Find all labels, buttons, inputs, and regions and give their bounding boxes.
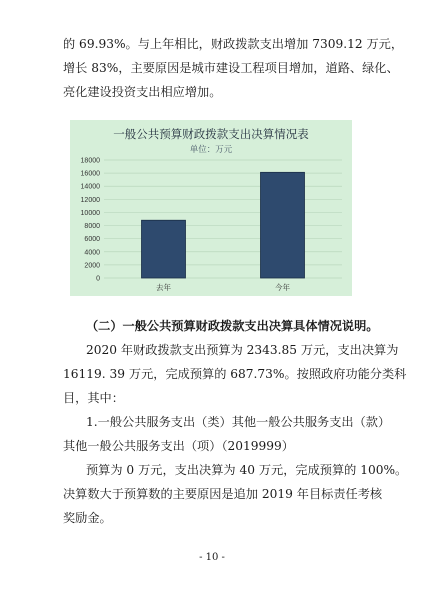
- paragraph-line: 16119. 39 万元，完成预算的 687.73%。按照政府功能分类科: [63, 367, 407, 381]
- bar-this-year: [261, 172, 305, 278]
- y-tick-label: 4000: [84, 249, 100, 257]
- section-heading: （二）一般公共预算财政拨款支出决算具体情况说明。: [86, 319, 379, 333]
- bar-last-year: [142, 220, 186, 278]
- paragraph-line: 增长 83%，主要原因是城市建设工程项目增加，道路、绿化、: [63, 61, 399, 75]
- chart-title: 一般公共预算财政拨款支出决算情况表: [113, 129, 309, 141]
- paragraph-line: 亮化建设投资支出相应增加。: [63, 85, 222, 99]
- paragraph-line: 其他一般公共服务支出（项）（2019999）: [63, 439, 294, 453]
- page-number: - 10 -: [199, 552, 225, 563]
- paragraph-line: 的 69.93%。与上年相比，财政拨款支出增加 7309.12 万元，: [63, 37, 404, 51]
- y-tick-label: 16000: [80, 170, 100, 178]
- chart-subtitle: 单位：万元: [189, 144, 233, 154]
- y-tick-label: 14000: [80, 183, 100, 191]
- paragraph-line: 预算为 0 万元，支出决算为 40 万元，完成预算的 100%。: [86, 463, 408, 477]
- y-tick-label: 2000: [84, 262, 100, 270]
- y-tick-label: 0: [96, 275, 100, 283]
- paragraph-line: 奖励金。: [63, 511, 112, 525]
- x-tick-label: 今年: [275, 283, 290, 292]
- y-tick-label: 10000: [80, 209, 100, 217]
- bar-chart-svg: [70, 120, 352, 296]
- paragraph-line: 目，其中：: [63, 391, 124, 405]
- x-tick-label: 去年: [156, 283, 171, 292]
- y-tick-label: 6000: [84, 236, 100, 244]
- y-tick-label: 12000: [80, 196, 100, 204]
- y-tick-label: 18000: [80, 157, 100, 165]
- paragraph-line: 1.一般公共服务支出（类）其他一般公共服务支出（款）: [86, 415, 391, 429]
- y-tick-label: 8000: [84, 223, 100, 231]
- paragraph-line: 决算数大于预算数的主要原因是追加 2019 年目标责任考核: [63, 487, 383, 501]
- paragraph-line: 2020 年财政拨款支出预算为 2343.85 万元，支出决算为: [86, 343, 399, 357]
- expenditure-chart: [70, 120, 352, 296]
